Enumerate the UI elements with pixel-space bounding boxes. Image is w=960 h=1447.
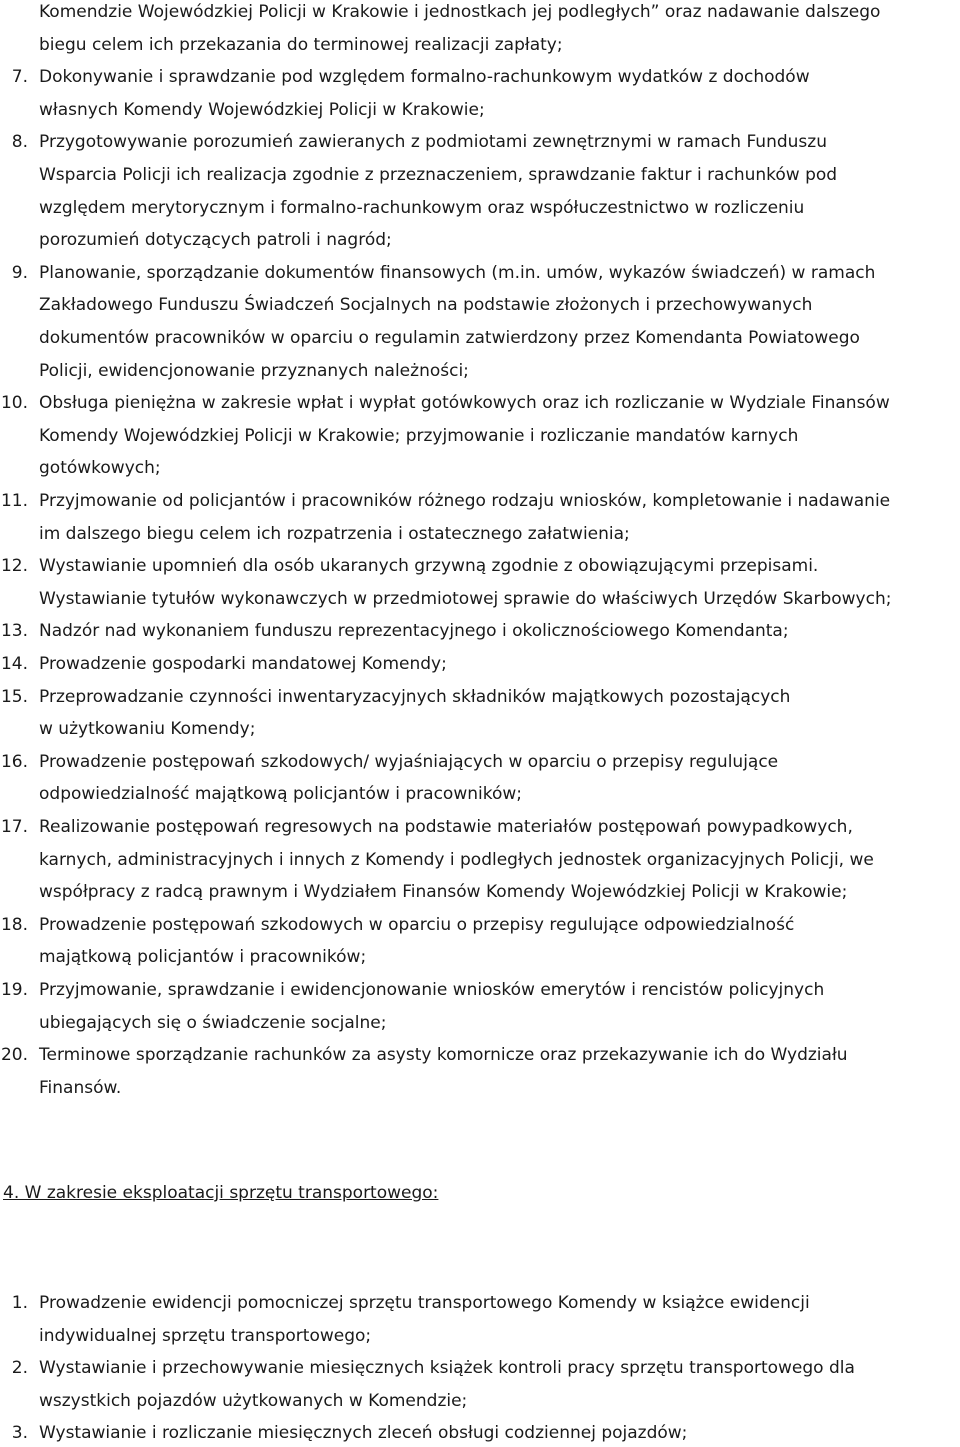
list-item-text: Terminowe sporządzanie rachunków za asysty komornicze oraz przekazywanie ich do Wydziału	[39, 1045, 848, 1066]
list-item-text: współpracy z radcą prawnym i Wydziałem Finansów Komendy Wojewódzkiej Policji w Krakowie;	[39, 882, 848, 903]
list-item-text: Planowanie, sporządzanie dokumentów finansowych (m.in. umów, wykazów świadczeń) w ramach	[39, 262, 876, 283]
list-item-text: Przeprowadzanie czynności inwentaryzacyjnych składników majątkowych pozostających	[39, 686, 791, 707]
list-item-number: 3.	[11, 1423, 28, 1443]
list-item-text: Prowadzenie gospodarki mandatowej Komendy;	[39, 654, 447, 674]
list-item-text: Wystawianie upomnień dla osób ukaranych grzywną zgodnie z obowiązującymi przepisami.	[39, 556, 819, 577]
list-item-text: Komendzie Wojewódzkiej Policji w Krakowie i jednostkach jej podległych” oraz nadawanie dalszego	[39, 2, 881, 22]
list-item-text: Wystawianie i rozliczanie miesięcznych zleceń obsługi codziennej pojazdów;	[39, 1423, 688, 1443]
list-item-text: majątkową policjantów i pracowników;	[39, 947, 367, 968]
list-item-text: ubiegających się o świadczenie socjalne;	[39, 1012, 387, 1033]
list-item-number: 12.	[0, 556, 28, 577]
list-item-text: Prowadzenie postępowań szkodowych/ wyjaśniających w oparciu o przepisy regulujące	[39, 751, 779, 772]
list-item-text: porozumień dotyczących patroli i nagród;	[39, 230, 392, 251]
list-item-number: 10.	[0, 393, 28, 414]
list-item-text: Finansów.	[39, 1077, 122, 1098]
list-item-text: Komendy Wojewódzkiej Policji w Krakowie; przyjmowanie i rozliczanie mandatów karnych	[39, 425, 799, 446]
list-item-text: Wystawianie i przechowywanie miesięcznych książek kontroli pracy sprzętu transportowego dla	[39, 1358, 855, 1378]
list-item-text: Nadzór nad wykonaniem funduszu reprezentacyjnego i okolicznościowego Komendanta;	[39, 621, 789, 642]
list-item-number: 7.	[11, 67, 28, 88]
list-item-number: 17.	[0, 817, 28, 837]
list-item-text: Prowadzenie postępowań szkodowych w oparciu o przepisy regulujące odpowiedzialność	[39, 914, 795, 935]
list-item-text: Wsparcia Policji ich realizacja zgodnie z przeznaczeniem, sprawdzanie faktur i rachunków pod	[39, 165, 838, 185]
list-item-text: Przygotowywanie porozumień zawieranych z podmiotami zewnętrznymi w ramach Funduszu	[39, 132, 827, 153]
list-item-number: 19.	[0, 980, 28, 1000]
list-item-text: Przyjmowanie, sprawdzanie i ewidencjonowanie wniosków emerytów i rencistów policyjnych	[39, 980, 825, 1000]
list-item-text: dokumentów pracowników w oparciu o regulamin zatwierdzony przez Komendanta Powiatowego	[39, 328, 860, 348]
list-item-text: Przyjmowanie od policjantów i pracowników różnego rodzaju wniosków, kompletowanie i nadawanie	[39, 491, 891, 511]
list-item-number: 9.	[11, 262, 28, 283]
list-item-text: indywidualnej sprzętu transportowego;	[39, 1325, 372, 1346]
list-item-number: 16.	[0, 751, 28, 772]
list-item-number: 14.	[0, 654, 28, 674]
list-item-text: Zakładowego Funduszu Świadczeń Socjalnych na podstawie złożonych i przechowywanych	[39, 295, 813, 316]
list-item-text: wszystkich pojazdów użytkowanych w Komendzie;	[39, 1390, 468, 1411]
list-item-text: Obsługa pieniężna w zakresie wpłat i wypłat gotówkowych oraz ich rozliczanie w Wydziale Finansów	[39, 393, 890, 414]
list-item-text: Prowadzenie ewidencji pomocniczej sprzętu transportowego Komendy w książce ewidencji	[39, 1293, 810, 1313]
list-item-text: w użytkowaniu Komendy;	[39, 719, 256, 740]
list-item-number: 13.	[0, 621, 28, 642]
list-item-text: Wystawianie tytułów wykonawczych w przedmiotowej sprawie do właściwych Urzędów Skarbowych;	[39, 588, 892, 609]
list-item-number: 11.	[0, 491, 28, 511]
list-item-text: własnych Komendy Wojewódzkiej Policji w Krakowie;	[39, 99, 485, 120]
list-item-number: 15.	[0, 686, 28, 707]
list-item-number: 20.	[0, 1045, 28, 1066]
list-item-text: odpowiedzialność majątkową policjantów i pracowników;	[39, 784, 522, 805]
list-item-text: karnych, administracyjnych i innych z Komendy i podległych jednostek organizacyjnych Policji, we	[39, 849, 874, 870]
list-item-number: 2.	[11, 1358, 28, 1378]
list-item-number: 18.	[0, 914, 28, 935]
list-item-text: Realizowanie postępowań regresowych na podstawie materiałów postępowań powypadkowych,	[39, 817, 853, 837]
section-4-heading: 4. W zakresie eksploatacji sprzętu transportowego:	[3, 1183, 439, 1203]
list-item-number: 1.	[11, 1293, 28, 1313]
list-item-text: Policji, ewidencjonowanie przyznanych należności;	[39, 360, 469, 381]
list-item-number: 8.	[11, 132, 28, 153]
list-item-text: Dokonywanie i sprawdzanie pod względem formalno-rachunkowym wydatków z dochodów	[39, 67, 810, 88]
list-item-text: względem merytorycznym i formalno-rachunkowym oraz współuczestnictwo w rozliczeniu	[39, 197, 805, 218]
list-item-text: im dalszego biegu celem ich rozpatrzenia i ostatecznego załatwienia;	[39, 523, 630, 544]
list-item-text: gotówkowych;	[39, 458, 161, 479]
list-item-text: biegu celem ich przekazania do terminowej realizacji zapłaty;	[39, 34, 563, 55]
